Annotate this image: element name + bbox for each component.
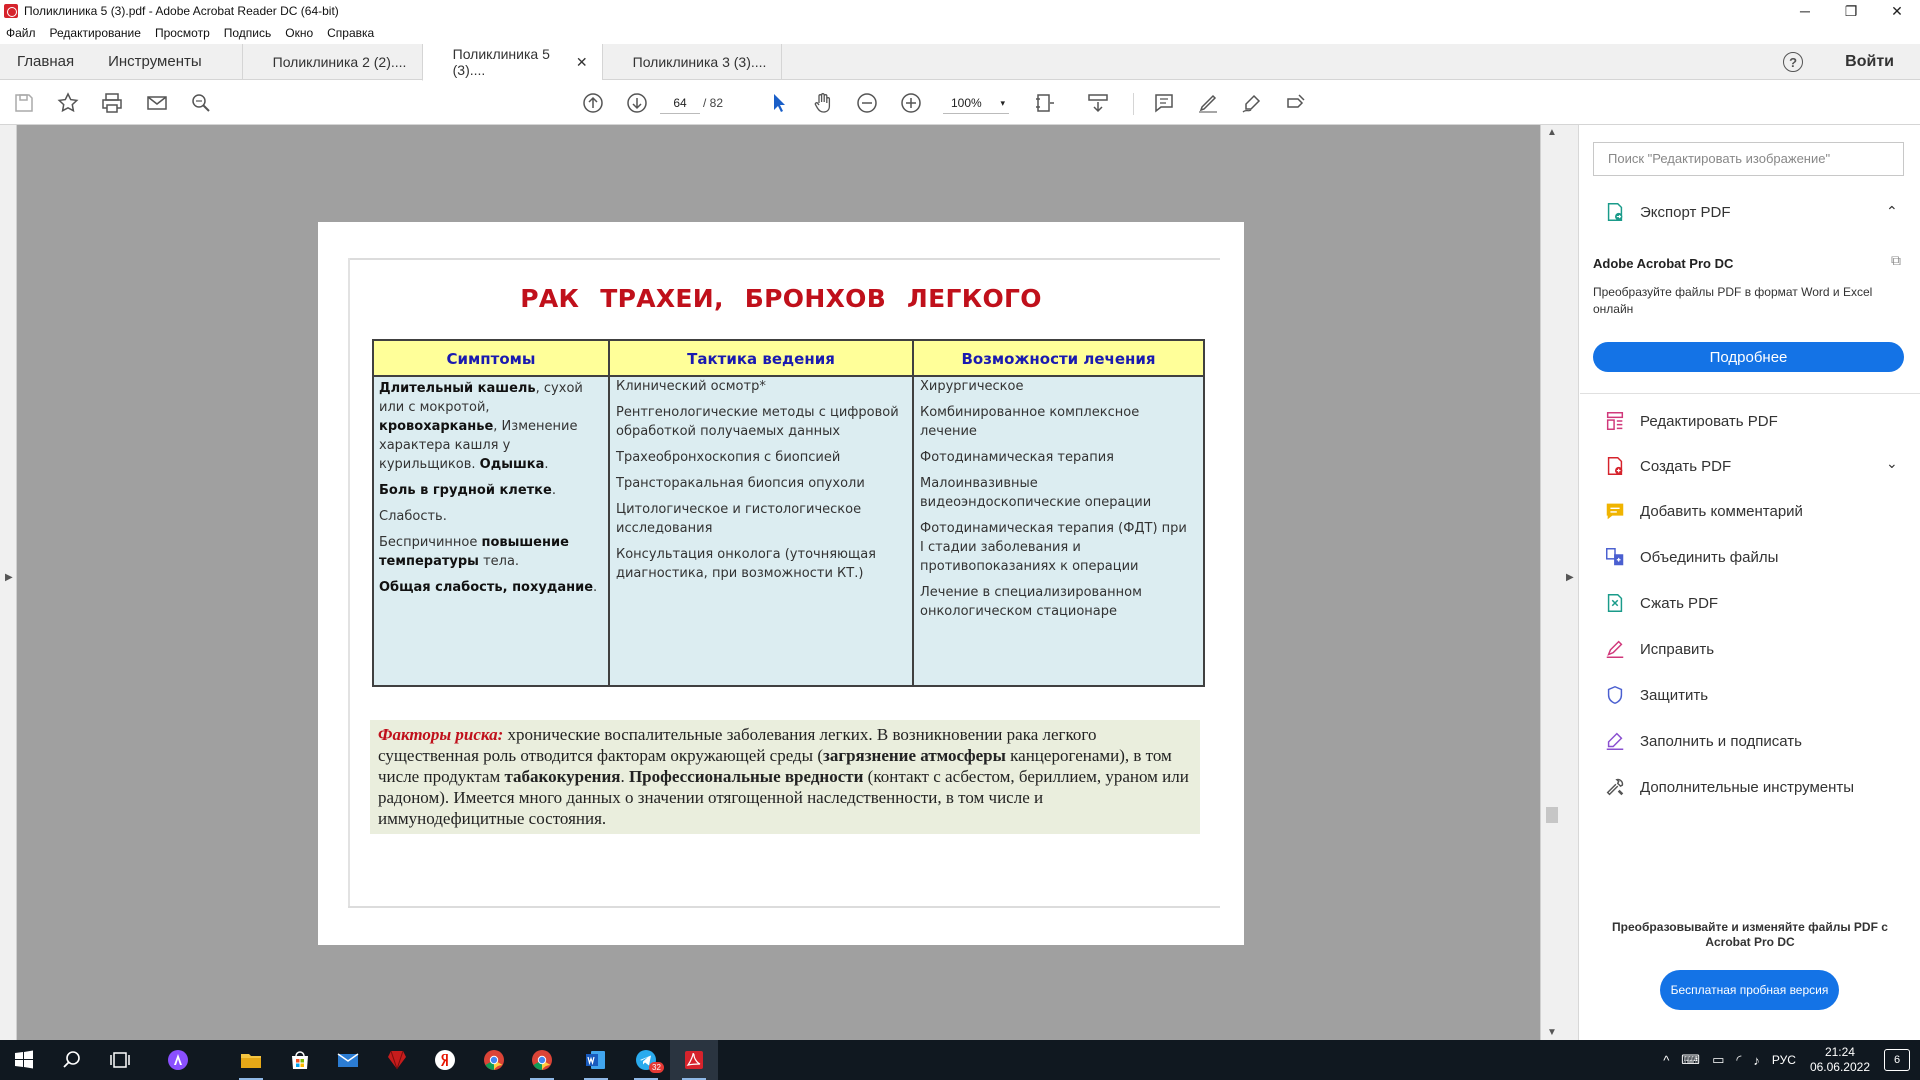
pdf-page [318,222,1244,945]
symptom-text: Слабость. [379,509,447,524]
tab-tools[interactable]: Инструменты [108,53,202,70]
word-icon[interactable] [572,1040,620,1080]
menu-help[interactable]: Справка [327,26,375,40]
zoom-value: 100% [951,96,982,110]
symptom-text: кровохарканье [379,419,494,434]
tool-create-pdf[interactable] [1603,453,1731,479]
clock[interactable] [1810,1045,1870,1075]
tool-label: Объединить файлы [1640,548,1779,566]
symptom-text: Одышка [479,457,545,472]
tool-label: Защитить [1640,686,1709,704]
treatment-item: Хирургическое [920,379,1024,394]
scroll-up-icon[interactable]: ▲ [1547,127,1557,138]
table-column-divider [608,341,610,685]
tab-document-label: Поликлиника 3 (3).... [632,53,767,70]
edit-pdf-icon [1603,409,1627,433]
tactic-item: Трахеобронхоскопия с биопсией [616,450,841,465]
notifications-icon[interactable]: 6 [1884,1049,1910,1071]
chrome-icon[interactable] [470,1040,518,1080]
window-title: Поликлиника 5 (3).pdf - Adobe Acrobat Reader DC (64-bit) [24,4,339,18]
tactic-item: Цитологическое и гистологическое исследования [616,502,862,536]
free-trial-button[interactable]: Бесплатная пробная версия [1660,970,1839,1010]
tool-edit-pdf[interactable] [1603,408,1778,434]
fix-pen-icon [1603,637,1627,661]
panel-divider [1580,393,1920,394]
menu-window[interactable]: Окно [285,26,314,40]
fill-sign-icon[interactable] [1284,91,1308,115]
tool-label: Редактировать PDF [1640,412,1778,430]
bookmark-star-icon[interactable] [56,91,80,115]
scroll-down-icon[interactable]: ▼ [1547,1027,1557,1038]
vertical-scrollbar[interactable] [1540,125,1562,1040]
windows-taskbar [0,1040,1920,1080]
treatment-item: Комбинированное комплексное лечение [920,405,1140,439]
close-tab-icon[interactable]: ✕ [575,53,588,70]
select-cursor-icon[interactable] [767,91,791,115]
fill-sign-icon [1603,729,1627,753]
page-number-input[interactable]: 64 [660,92,700,114]
help-icon[interactable]: ? [1783,52,1803,72]
menu-file[interactable]: Файл [6,26,36,40]
tool-label: Добавить комментарий [1640,502,1803,520]
acrobat-pro-description: Преобразуйте файлы PDF в формат Word и Excel онлайн [1593,285,1873,316]
tactic-item: Консультация онколога (уточняющая диагностика, при возможности КТ.) [616,547,876,581]
tab-document-1[interactable] [242,44,422,79]
symptom-text: , Изменение характера кашля у курильщиков. [379,419,578,472]
symptoms-cell [379,379,604,604]
page-fit-icon[interactable] [1033,91,1057,115]
clock-time: 21:24 [1824,1045,1855,1059]
tool-fill-sign[interactable] [1603,728,1802,754]
keyboard-icon[interactable]: ⌨ [1681,1052,1701,1067]
volume-icon[interactable]: ♪ [1753,1052,1760,1068]
alice-assistant-icon[interactable] [154,1040,202,1080]
comment-icon[interactable] [1152,91,1176,115]
tab-document-label: Поликлиника 5 (3).... [452,46,550,78]
export-pdf-item[interactable] [1603,199,1731,225]
treatment-item: Фотодинамическая терапия [920,450,1114,465]
wrench-icon [1603,775,1627,799]
sign-icon[interactable] [1240,91,1264,115]
chevron-down-icon: ▾ [1000,98,1005,108]
tool-label: Заполнить и подписать [1640,732,1802,750]
export-pdf-label: Экспорт PDF [1640,203,1731,221]
tool-label: Создать PDF [1640,457,1732,475]
comment-icon [1603,499,1627,523]
chrome-running-icon[interactable] [518,1040,566,1080]
promo-text: Преобразовывайте и изменяйте файлы PDF с Acrobat Pro DC [1612,920,1888,949]
next-page-icon[interactable] [625,91,649,115]
toolbar [0,81,1920,125]
tactics-cell [616,377,906,590]
treatment-item: Фотодинамическая терапия (ФДТ) при I стадии заболевания и противопоказаниях к операции [920,521,1187,574]
create-pdf-icon [1603,454,1627,478]
menu-sign[interactable]: Подпись [223,26,272,40]
tool-more-tools[interactable] [1603,774,1854,800]
red-app-icon[interactable] [373,1040,421,1080]
tab-home[interactable]: Главная [17,53,75,70]
tool-compress-pdf[interactable] [1603,590,1718,616]
symptom-text: . [551,483,556,498]
symptom-text: . [544,457,549,472]
tactic-item: Трансторакальная биопсия опухоли [616,476,865,491]
risk-text: загрязнение атмосферы [823,746,1006,765]
tool-add-comment[interactable] [1603,498,1803,524]
risk-text: табакокурения [504,767,621,786]
store-icon[interactable] [276,1040,324,1080]
risk-text: (контакт с асбестом, бериллием, ураном или радоном). Имеется много данных о значении отягощенной наследственности, в том числе и иммунодефицитные состояния. [378,767,1189,828]
slide-title: РАК ТРАХЕИ, БРОНХОВ ЛЕГКОГО [520,284,1042,313]
title-bar [0,0,1920,22]
collapse-right-icon: ▶ [1566,572,1574,583]
wifi-icon[interactable]: ◜ [1736,1052,1742,1067]
combine-files-icon [1603,545,1627,569]
windows-start-icon[interactable] [0,1040,48,1080]
symptom-text: Боль в грудной клетке [379,483,552,498]
table-header-tactics: Тактика ведения [687,350,835,368]
document-viewport[interactable] [0,125,1562,1040]
acrobat-taskbar-icon[interactable] [670,1040,718,1080]
hand-tool-icon[interactable] [811,91,835,115]
learn-more-button[interactable]: Подробнее [1593,342,1904,372]
print-icon[interactable] [100,91,124,115]
tool-label: Дополнительные инструменты [1640,778,1855,796]
clock-date: 06.06.2022 [1809,1060,1870,1074]
expand-left-icon: ▶ [5,572,13,583]
menu-bar [0,22,1920,44]
highlight-pen-icon[interactable] [1196,91,1220,115]
left-panel-toggle[interactable] [0,125,17,1040]
system-tray [1663,1040,1920,1080]
language-indicator[interactable]: РУС [1771,1053,1796,1067]
close-window-button[interactable]: ✕ [1891,2,1903,19]
scroll-mode-icon[interactable] [1086,91,1110,115]
tactic-item: Клинический осмотр* [616,379,766,394]
battery-icon[interactable]: ▭ [1712,1052,1725,1067]
symptom-text: повышение температуры [379,535,569,569]
tab-document-3[interactable] [602,44,782,79]
maximize-button[interactable]: ❐ [1844,2,1858,19]
previous-page-icon[interactable] [581,91,605,115]
search-icon[interactable] [48,1040,96,1080]
risk-text: хронические воспалительные заболевания легких. В возникновении рака легкого существенная роль отводится факторам окружающей среды ( [378,725,1097,765]
zoom-select[interactable] [943,92,1009,114]
telegram-icon[interactable] [622,1040,670,1080]
table-column-divider [912,341,914,685]
symptom-text: . [593,580,598,595]
menu-view[interactable]: Просмотр [154,26,210,40]
find-zoom-icon[interactable] [189,91,213,115]
toolbar-separator [1133,93,1134,115]
tool-combine-files[interactable] [1603,544,1778,570]
symptom-text: Беспричинное [379,535,482,550]
sign-in-button[interactable]: Войти [1845,53,1894,70]
menu-edit[interactable]: Редактирование [49,26,141,40]
treatment-cell [920,377,1190,628]
email-icon[interactable] [145,91,169,115]
tactic-item: Рентгенологические методы с цифровой обработкой получаемых данных [616,405,899,439]
yandex-browser-icon[interactable] [421,1040,469,1080]
risk-text: канцерогенами), в том числе продуктам [378,746,1172,786]
symptom-text: Длительный кашель [379,381,536,396]
file-explorer-icon[interactable] [227,1040,275,1080]
tray-expand-icon[interactable]: ^ [1663,1052,1670,1068]
right-panel-toggle[interactable] [1562,125,1579,1040]
chevron-up-icon[interactable]: ⌃ [1886,203,1898,219]
save-icon[interactable] [12,91,36,115]
tool-label: Сжать PDF [1640,594,1719,612]
symptom-text: , сухой или с мокротой, [379,381,583,415]
treatment-item: Лечение в специализированном онкологическом стационаре [920,585,1142,619]
telegram-badge: 32 [649,1062,664,1073]
clinical-table [372,339,1205,687]
mail-icon[interactable] [324,1040,372,1080]
zoom-in-icon[interactable] [899,91,923,115]
table-header-symptoms: Симптомы [446,350,536,368]
symptom-text: тела. [478,554,520,569]
compress-pdf-icon [1603,591,1627,615]
tool-protect[interactable] [1603,682,1708,708]
treatment-item: Малоинвазивные видеоэндоскопические операции [920,476,1152,510]
risk-factors-label: Факторы риска: [378,725,504,744]
copy-icon[interactable]: ⧉ [1891,252,1901,268]
scrollbar-thumb[interactable] [1546,807,1558,823]
minimize-button[interactable]: ─ [1800,3,1810,19]
task-view-icon[interactable] [96,1040,144,1080]
page-total: / 82 [703,96,724,110]
tool-fix[interactable] [1603,636,1714,662]
shield-icon [1603,683,1627,707]
page-rule [348,258,1220,260]
risk-text: . [620,767,629,786]
acrobat-app-icon [4,4,18,18]
risk-text: Профессиональные вредности [628,767,864,786]
symptom-text: Общая слабость, похудание [379,580,594,595]
page-rule [348,906,1220,908]
acrobat-pro-title: Adobe Acrobat Pro DC [1593,256,1734,271]
table-header-treatment: Возможности лечения [961,350,1156,368]
page-rule [348,258,350,908]
export-pdf-icon [1603,200,1627,224]
tab-document-label: Поликлиника 2 (2).... [272,53,407,70]
tab-document-2[interactable] [422,44,602,81]
tab-bar [0,44,1920,80]
risk-factors-box [370,720,1200,834]
tool-label: Исправить [1640,640,1715,658]
tools-search-input[interactable]: Поиск "Редактировать изображение" [1593,142,1904,176]
zoom-out-icon[interactable] [855,91,879,115]
chevron-down-icon[interactable]: ⌄ [1886,455,1898,471]
